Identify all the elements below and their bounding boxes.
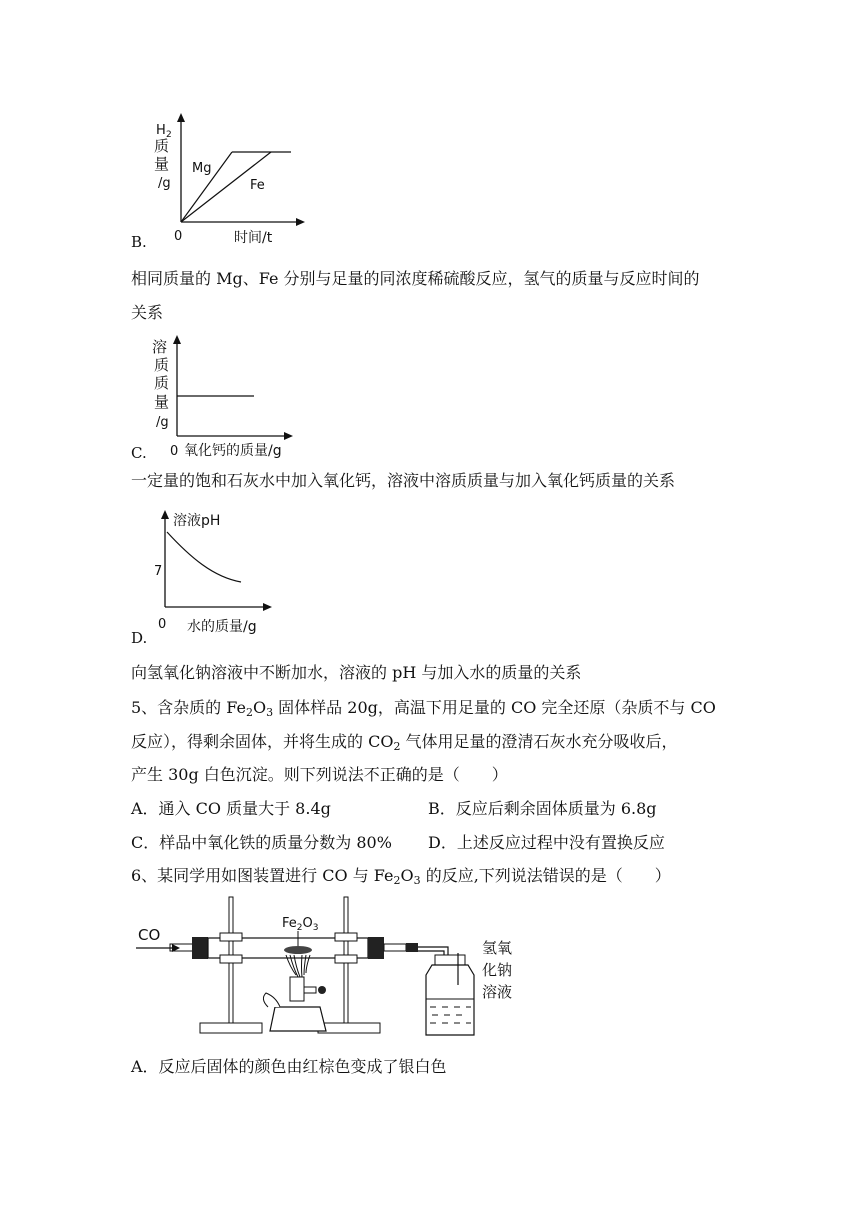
q5-option-d: D．上述反应过程中没有置换反应	[428, 833, 665, 852]
y-label-c3: 质	[154, 374, 170, 392]
desc-b-line1: 相同质量的 Mg、Fe 分别与足量的同浓度稀硫酸反应，氢气的质量与反应时间的	[131, 269, 700, 288]
burner-base	[270, 1007, 326, 1031]
y-label-c4: 量	[154, 393, 170, 411]
y-label-unit: /g	[158, 176, 171, 191]
stand-left-base	[200, 1023, 262, 1033]
q5-option-b: B．反应后剩余固体质量为 6.8g	[428, 799, 657, 818]
co-label: CO	[138, 926, 161, 944]
stand-right-base	[318, 1023, 380, 1033]
y-label-2: 2	[166, 130, 172, 140]
q5-line3: 产生 30g 白色沉淀。则下列说法不正确的是（ ）	[131, 765, 508, 784]
x-axis-label: 氧化钙的质量/g	[184, 443, 282, 459]
y-label-unit: /g	[156, 415, 169, 430]
ph-curve	[167, 532, 241, 582]
origin-label: 0	[174, 229, 183, 244]
graph-d	[145, 505, 285, 640]
bottle-label-line3: 溶液	[482, 983, 513, 1001]
co-reduction-apparatus	[130, 895, 530, 1040]
series-fe-label: Fe	[250, 178, 265, 193]
desc-c: 一定量的饱和石灰水中加入氧化钙，溶液中溶质质量与加入氧化钙质量的关系	[131, 471, 676, 490]
y-axis-label: 溶液pH	[173, 513, 221, 529]
q5-line1: 5、含杂质的 $Fe_2O_3$ 固体样品 20g，高温下用足量的 CO 完全还原（杂质不与 CO	[131, 698, 716, 719]
option-d-label: D.	[131, 629, 148, 647]
q6-option-a: A．反应后固体的颜色由红棕色变成了银白色	[131, 1057, 447, 1076]
x-axis-label: 时间/t	[234, 230, 273, 246]
y-label-h: H	[156, 123, 166, 138]
y-label-c1: 溶	[152, 338, 168, 356]
q5-option-a: A．通入 CO 质量大于 8.4g	[131, 799, 331, 818]
y-label-c2: 量	[154, 155, 170, 173]
option-c-label: C.	[131, 444, 147, 462]
y-label-c2: 质	[154, 356, 170, 374]
y-tick-7: 7	[154, 564, 163, 579]
series-mg-label: Mg	[192, 161, 212, 176]
burner-tube	[290, 977, 304, 1001]
origin-label: 0	[158, 617, 167, 632]
bottle-stopper	[435, 955, 465, 965]
sample-pile	[284, 946, 312, 954]
wash-bottle	[426, 965, 474, 1035]
desc-b-line2: 关系	[131, 303, 164, 322]
q5-option-c: C．样品中氧化铁的质量分数为 80%	[131, 833, 392, 852]
graph-c	[150, 330, 310, 465]
bottle-label-line2: 化钠	[482, 961, 513, 979]
x-axis-label: 水的质量/g	[187, 619, 257, 635]
option-b-label: B.	[131, 233, 147, 251]
fe2o3-label: $Fe_2O_3$	[282, 916, 319, 933]
q6-line1: 6、某同学用如图装置进行 CO 与 $Fe_2O_3$ 的反应,下列说法错误的是（ ）	[131, 866, 671, 887]
desc-d: 向氢氧化钠溶液中不断加水，溶液的 pH 与加入水的质量的关系	[131, 663, 582, 682]
bottle-label-line1: 氢氧	[482, 939, 513, 957]
q5-line2: 反应），得剩余固体，并将生成的 $CO_2$ 气体用足量的澄清石灰水充分吸收后，	[131, 732, 678, 753]
origin-label: 0	[170, 444, 179, 459]
graph-b	[150, 110, 310, 250]
y-label-c1: 质	[154, 137, 170, 155]
